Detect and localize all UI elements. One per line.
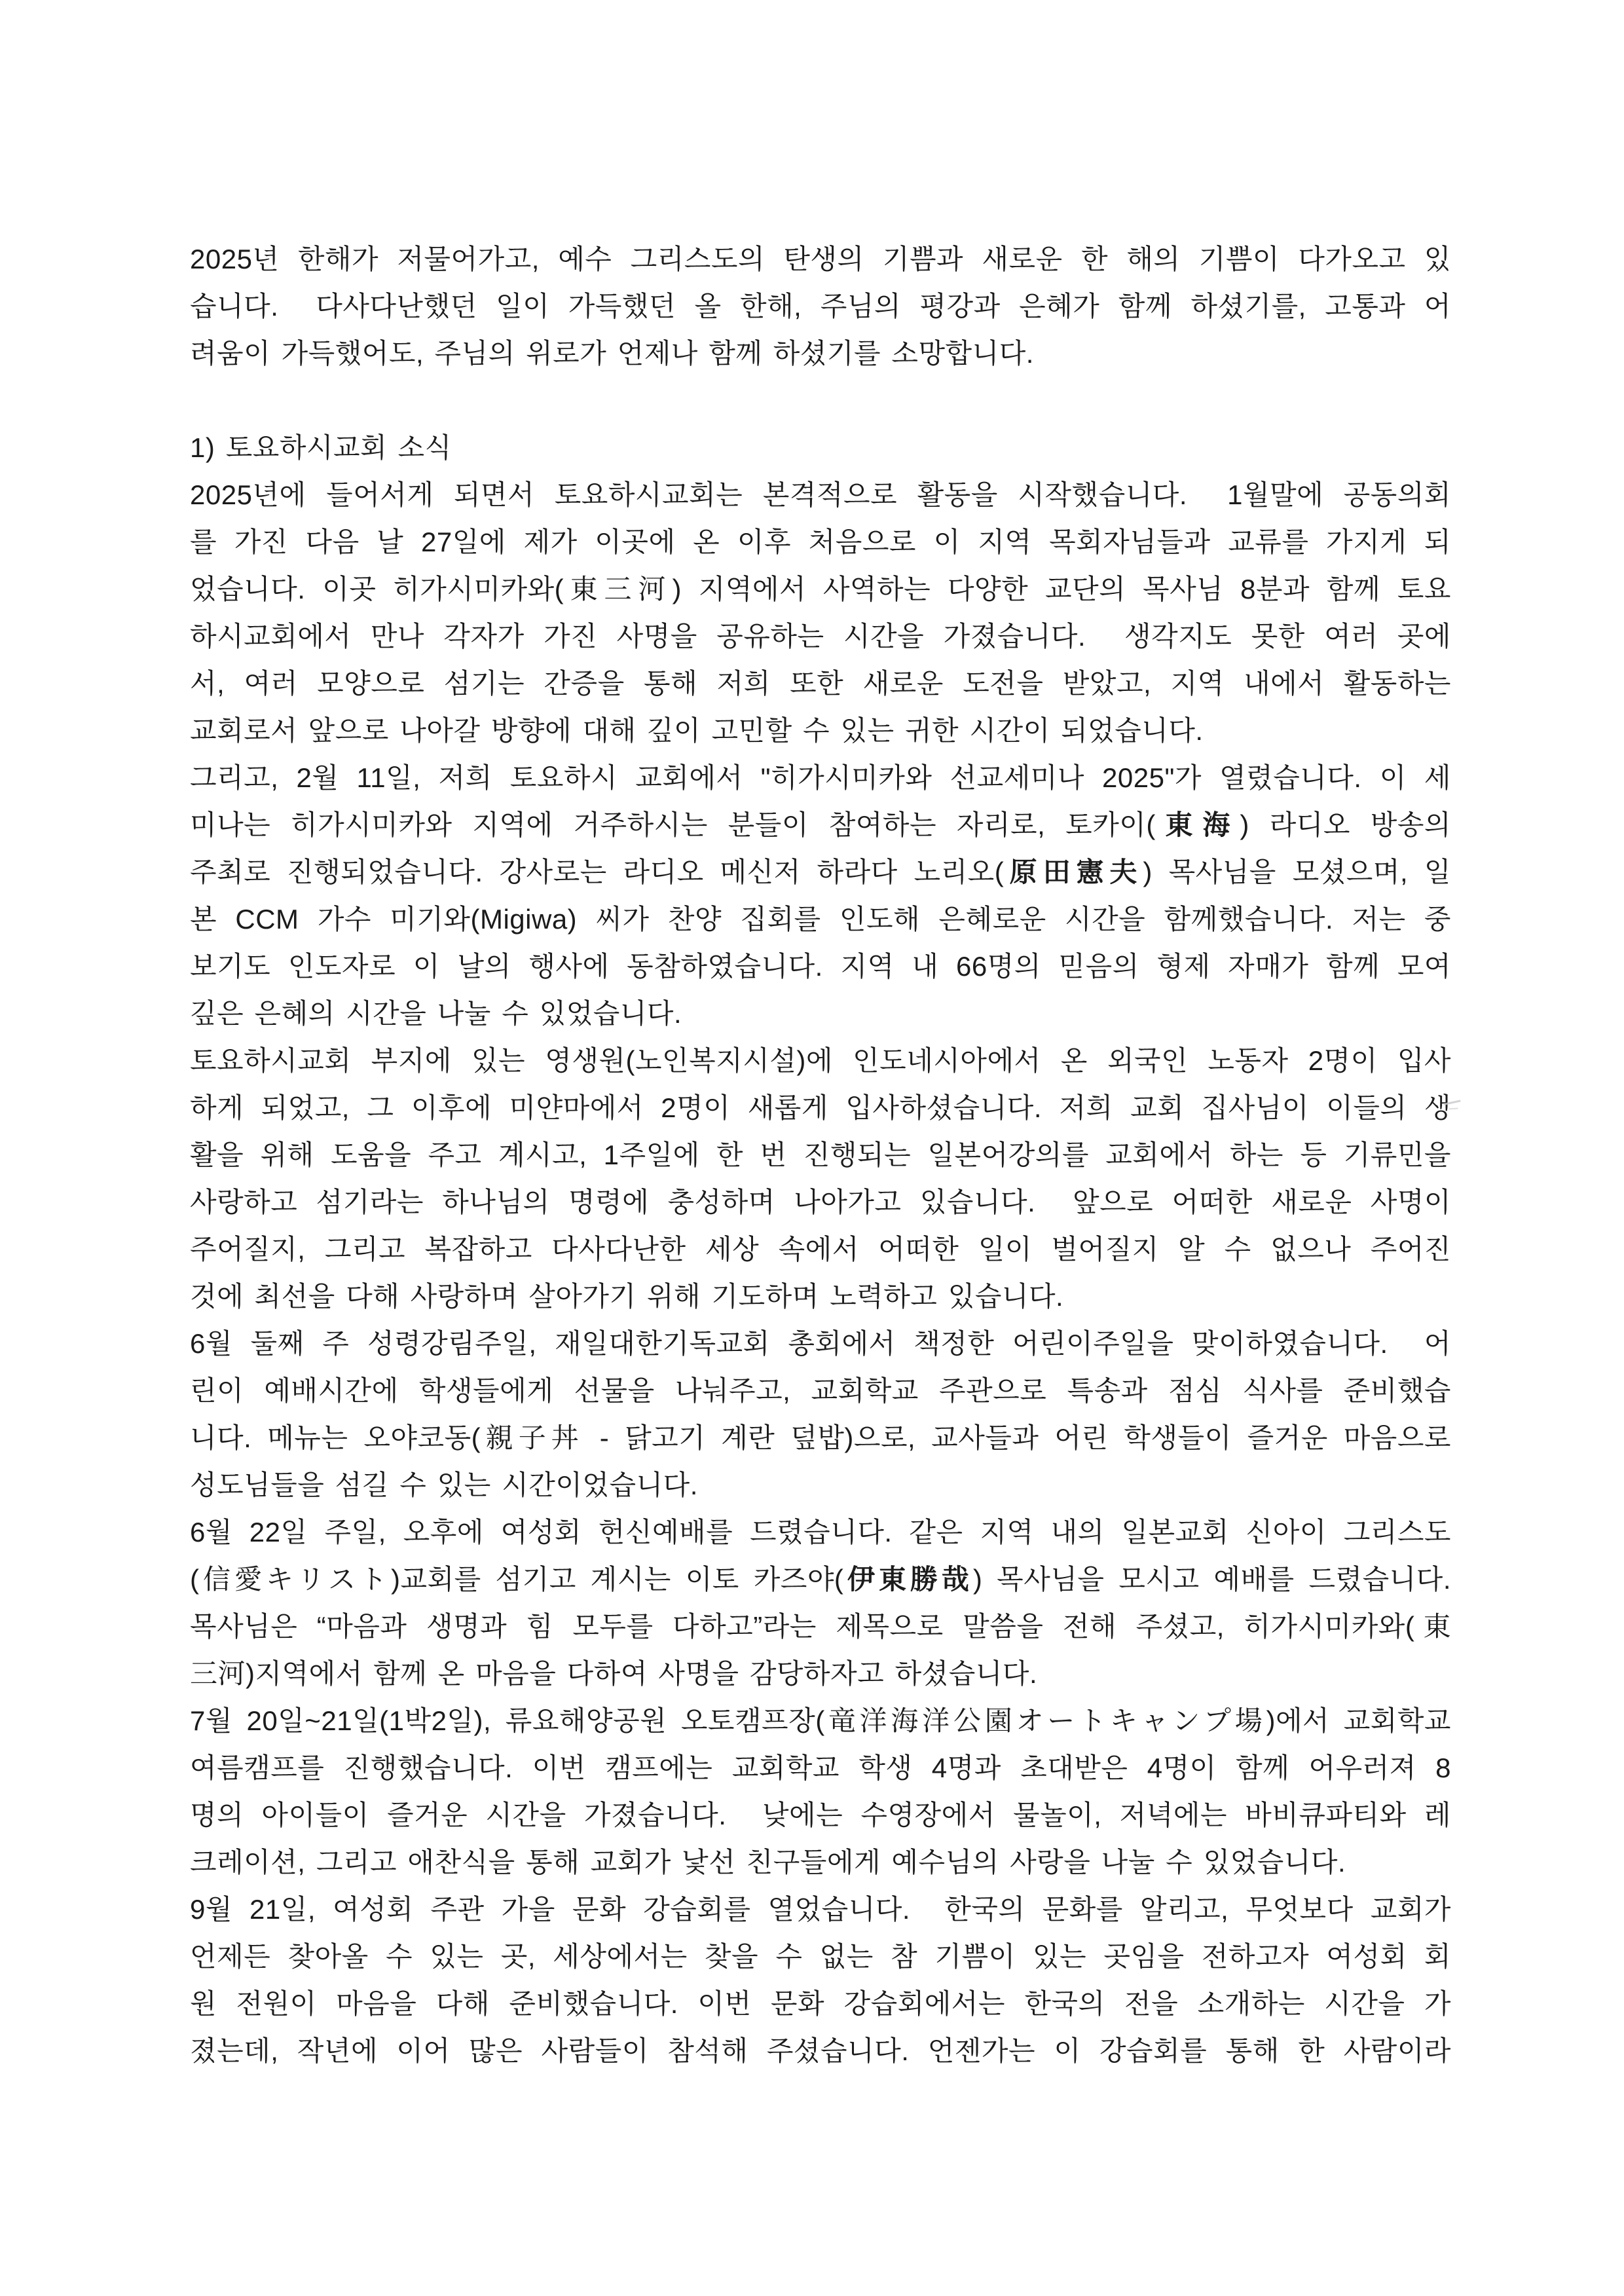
document-body [190,236,1451,2075]
text-line: 주최로 진행되었습니다. 강사로는 라디오 메신저 하라다 노리오(原田憲夫) 목사님을 모셨으며, 일 [190,857,1451,887]
text-line: 었습니다. 이곳 히가시미카와(東三河) 지역에서 사역하는 다양한 교단의 목사님 8분과 함께 토요 [190,574,1451,604]
text-line: 린이 예배시간에 학생들에게 선물을 나눠주고, 교회학교 주관으로 특송과 점심 식사를 준비했습 [190,1375,1451,1406]
text-line: 7월 20일~21일(1박2일), 류요해양공원 오토캠프장(竜洋海洋公園オートキャンプ場)에서 교회학교 [190,1705,1451,1736]
text-line: 니다. 메뉴는 오야코동(親子丼 - 닭고기 계란 덮밥)으로, 교사들과 어린 학생들이 즐거운 마음으로 [190,1422,1451,1453]
scan-artifact [1444,1100,1463,1114]
text-line: 보기도 인도자로 이 날의 행사에 동참하였습니다. 지역 내 66명의 믿음의 형제 자매가 함께 모여 [190,951,1451,982]
text-line: 크레이션, 그리고 애찬식을 통해 교회가 낯선 친구들에게 예수님의 사랑을 나눌 수 있었습니다. [190,1847,1346,1878]
text-line: 여름캠프를 진행했습니다. 이번 캠프에는 교회학교 학생 4명과 초대받은 4명이 함께 어우러져 8 [190,1752,1451,1783]
bold-kanji: 原田憲夫 [1004,857,1143,887]
paragraph [190,472,1451,754]
paragraph [190,1037,1451,1320]
text-line: (信愛キリスト)교회를 섬기고 계시는 이토 카즈야(伊東勝哉) 목사님을 모시고 예배를 드렸습니다. [190,1564,1451,1595]
text-line: 활을 위해 도움을 주고 계시고, 1주일에 한 번 진행되는 일본어강의를 교회에서 하는 등 기류민을 [190,1139,1451,1170]
text-line: 성도님들을 섬길 수 있는 시간이었습니다. [190,1470,698,1500]
text-line: 목사님은 “마음과 생명과 힘 모두를 다하고”라는 제목으로 말씀을 전해 주셨고, 히가시미카와(東 [190,1611,1451,1642]
paragraph [190,1509,1451,1697]
text-line: 하게 되었고, 그 이후에 미얀마에서 2명이 새롭게 입사하셨습니다. 저희 교회 집사님이 이들의 생 [190,1092,1451,1123]
text-line: 주어질지, 그리고 복잡하고 다사다난한 세상 속에서 어떠한 일이 벌어질지 알 수 없으나 주어진 [190,1234,1451,1265]
paragraph [190,1320,1451,1509]
text-line: 를 가진 다음 날 27일에 제가 이곳에 온 이후 처음으로 이 지역 목회자님들과 교류를 가지게 되 [190,527,1451,557]
text-line: 토요하시교회 부지에 있는 영생원(노인복지시설)에 인도네시아에서 온 외국인 노동자 2명이 입사 [190,1045,1451,1076]
text-line: 깊은 은혜의 시간을 나눌 수 있었습니다. [190,998,682,1029]
text-line: 졌는데, 작년에 이어 많은 사람들이 참석해 주셨습니다. 언젠가는 이 강습회를 통해 한 사람이라 [190,2035,1451,2066]
text-line: 三河)지역에서 함께 온 마음을 다하여 사명을 감당하자고 하셨습니다. [190,1658,1038,1689]
text-line: 2025년 한해가 저물어가고, 예수 그리스도의 탄생의 기쁨과 새로운 한 해의 기쁨이 다가오고 있 [190,244,1451,274]
paragraph [190,1697,1451,1886]
text-line: 미나는 히가시미카와 지역에 거주하시는 분들이 참여하는 자리로, 토카이(東海) 라디오 방송의 [190,809,1451,840]
paragraph [190,236,1451,377]
text-line: 6월 22일 주일, 오후에 여성회 헌신예배를 드렸습니다. 같은 지역 내의 일본교회 신아이 그리스도 [190,1517,1451,1547]
text-line: 것에 최선을 다해 사랑하며 살아가기 위해 기도하며 노력하고 있습니다. [190,1281,1064,1312]
text-line: 명의 아이들이 즐거운 시간을 가졌습니다. 낮에는 수영장에서 물놀이, 저녁에는 바비큐파티와 레 [190,1800,1451,1830]
paragraph [190,754,1451,1037]
text-line: 언제든 찾아올 수 있는 곳, 세상에서는 찾을 수 없는 참 기쁨이 있는 곳임을 전하고자 여성회 회 [190,1941,1451,1972]
text-line: 2025년에 들어서게 되면서 토요하시교회는 본격적으로 활동을 시작했습니다. 1월말에 공동의회 [190,479,1451,510]
text-line: 하시교회에서 만나 각자가 가진 사명을 공유하는 시간을 가졌습니다. 생각지도 못한 여러 곳에 [190,621,1451,652]
blank-line [190,377,1451,424]
bold-kanji: 伊東勝哉 [843,1564,973,1595]
section-heading: 1) 토요하시교회 소식 [190,432,452,463]
text-line: 원 전원이 마음을 다해 준비했습니다. 이번 문화 강습회에서는 한국의 전을 소개하는 시간을 가 [190,1988,1451,2019]
text-line: 사랑하고 섬기라는 하나님의 명령에 충성하며 나아가고 있습니다. 앞으로 어떠한 새로운 사명이 [190,1187,1451,1217]
text-line: 교회로서 앞으로 나아갈 방향에 대해 깊이 고민할 수 있는 귀한 시간이 되었습니다. [190,715,1204,746]
text-line: 습니다. 다사다난했던 일이 가득했던 올 한해, 주님의 평강과 은혜가 함께 하셨기를, 고통과 어 [190,291,1451,322]
text-line: 9월 21일, 여성회 주관 가을 문화 강습회를 열었습니다. 한국의 문화를 알리고, 무엇보다 교회가 [190,1894,1451,1925]
text-line: 서, 여러 모양으로 섬기는 간증을 통해 저희 또한 새로운 도전을 받았고, 지역 내에서 활동하는 [190,668,1451,699]
paragraph [190,1886,1451,2075]
text-line: 6월 둘째 주 성령강림주일, 재일대한기독교회 총회에서 책정한 어린이주일을 맞이하였습니다. 어 [190,1328,1451,1359]
text-line: 본 CCM 가수 미기와(Migiwa) 씨가 찬양 집회를 인도해 은혜로운 시간을 함께했습니다. 저는 중 [190,904,1451,935]
text-line: 려움이 가득했어도, 주님의 위로가 언제나 함께 하셨기를 소망합니다. [190,338,1034,369]
text-line: 그리고, 2월 11일, 저희 토요하시 교회에서 "히가시미카와 선교세미나 2025"가 열렸습니다. 이 세 [190,762,1451,793]
bold-kanji: 東海 [1155,809,1240,840]
